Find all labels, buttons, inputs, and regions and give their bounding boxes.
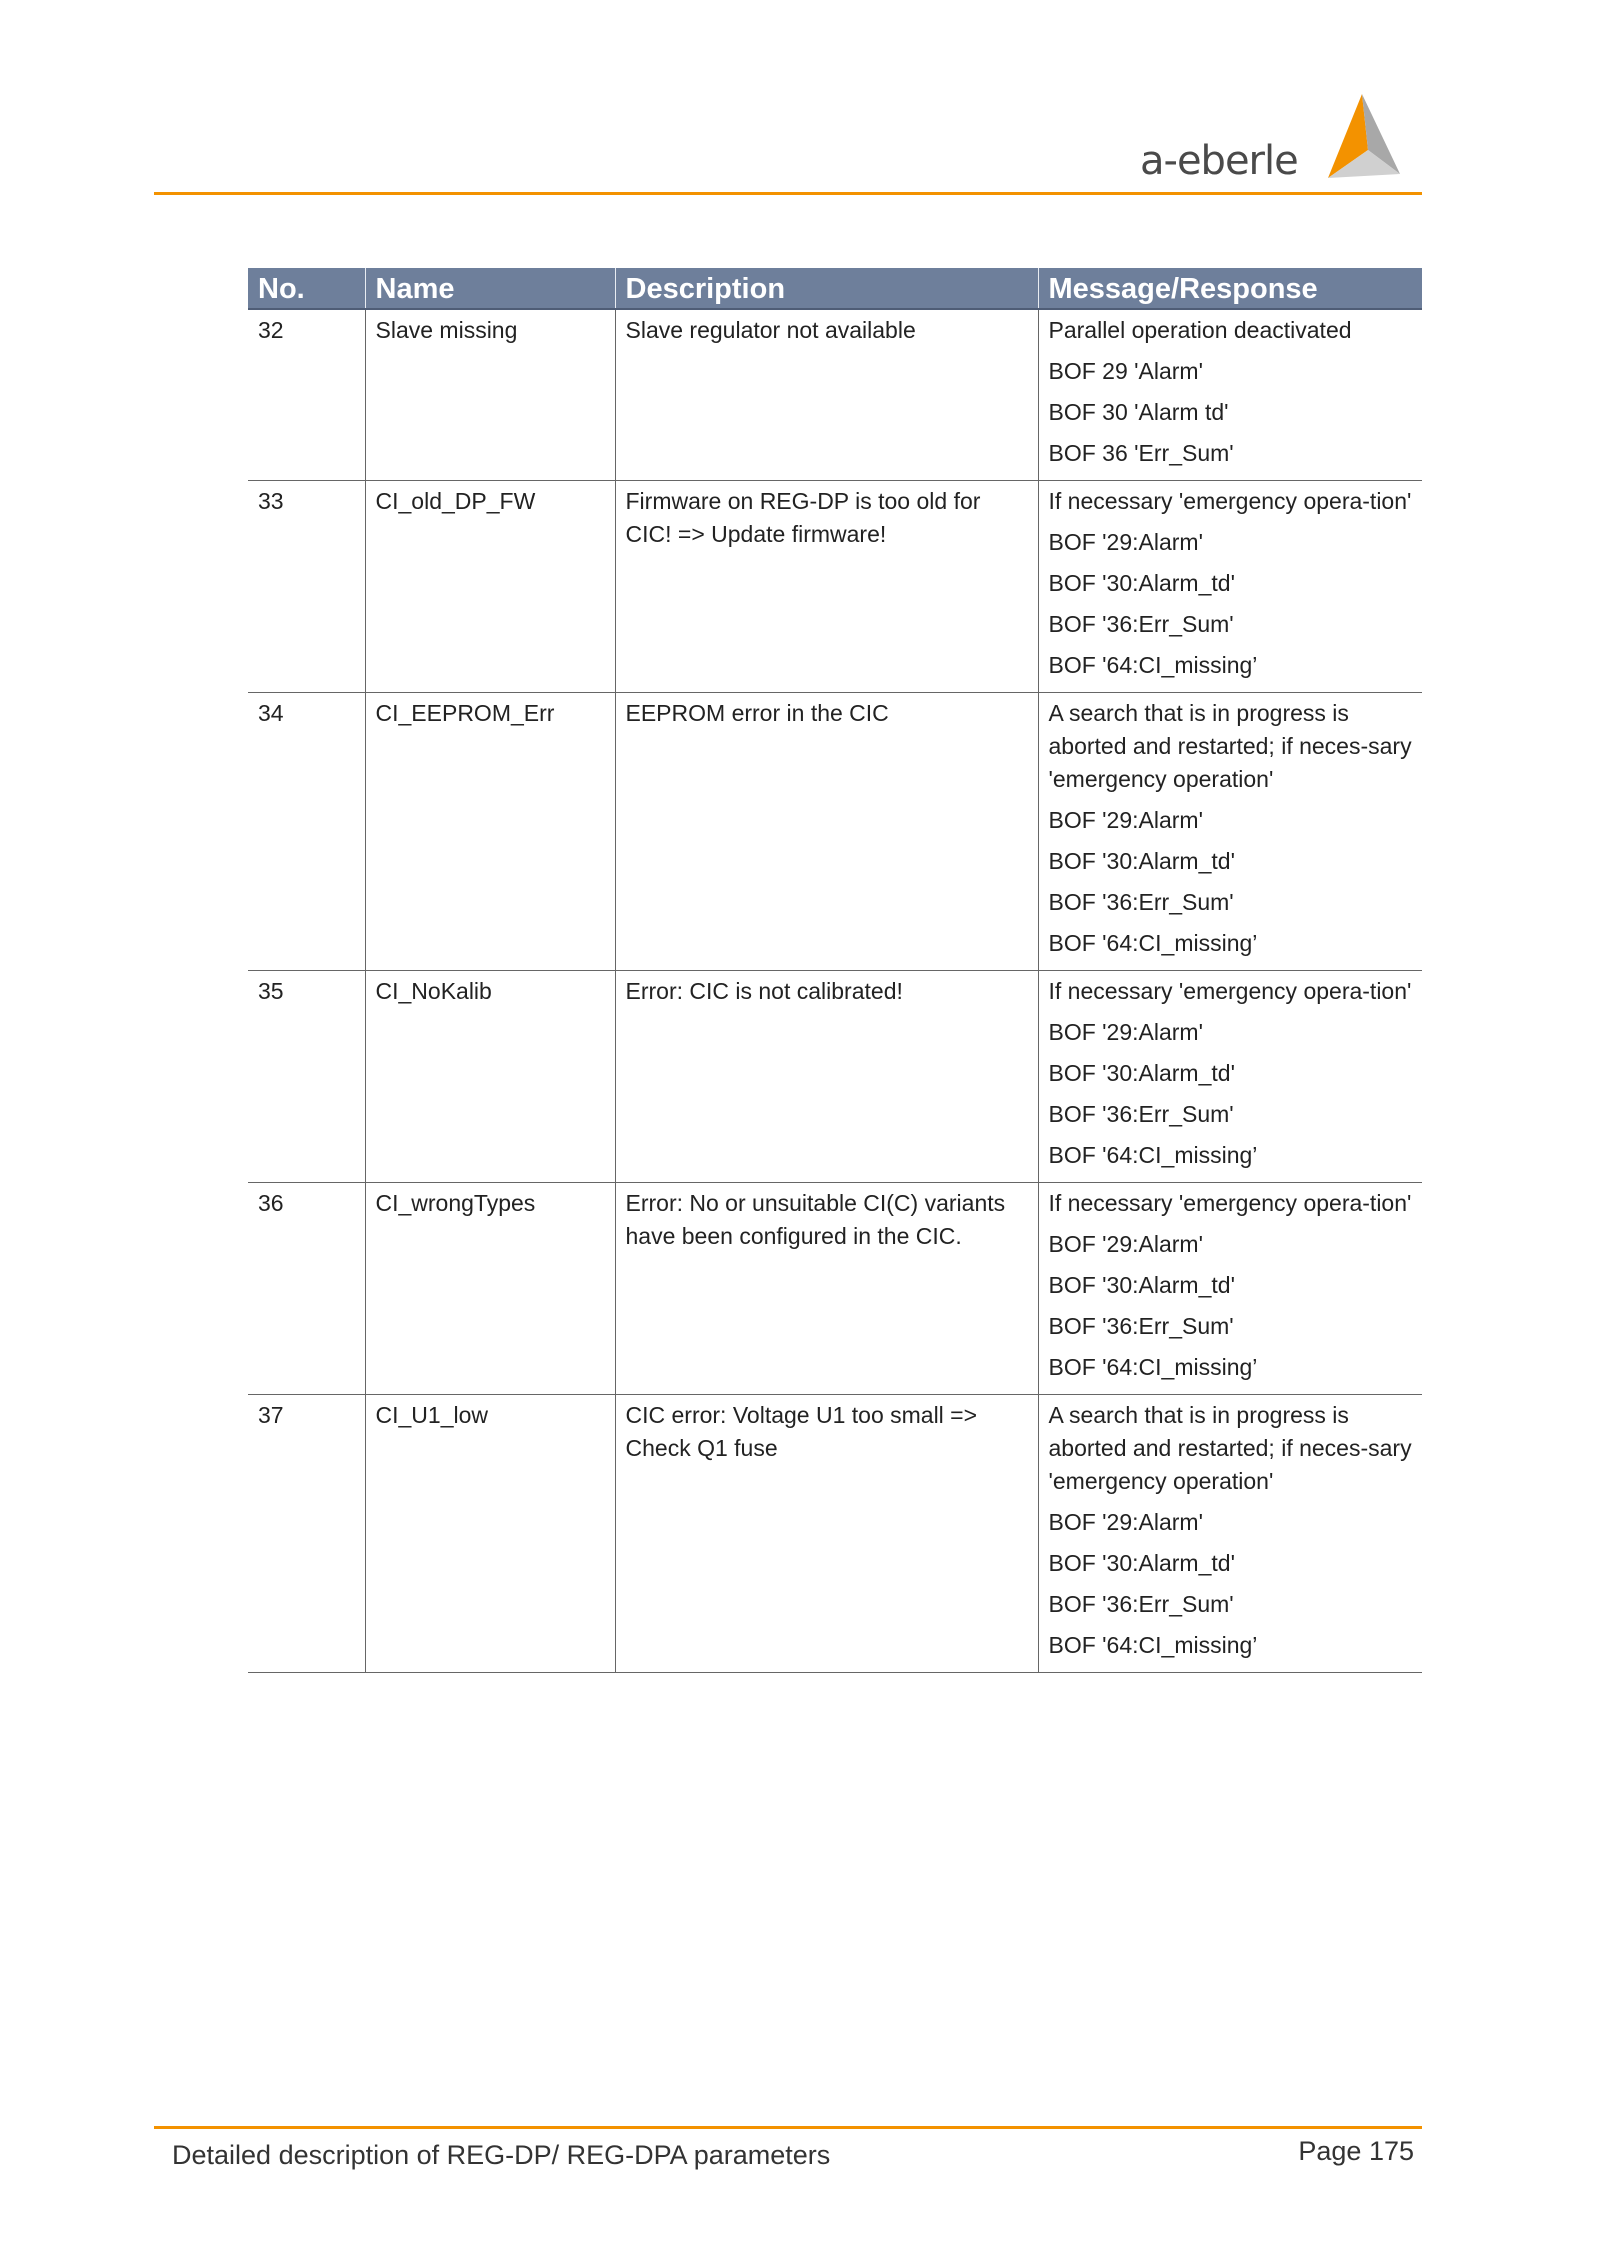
message-line: BOF 30 'Alarm td' — [1048, 399, 1229, 425]
message-line: BOF 36 'Err_Sum' — [1048, 440, 1234, 466]
message-line: BOF '30:Alarm_td' — [1048, 1272, 1235, 1298]
cell-description: Slave regulator not available — [615, 309, 1038, 481]
cell-no: 35 — [248, 971, 365, 1183]
message-line: BOF '29:Alarm' — [1048, 1019, 1203, 1045]
table-row — [248, 1395, 1422, 1673]
message-line: BOF '64:CI_missing’ — [1048, 1632, 1258, 1658]
message-line: BOF '30:Alarm_td' — [1048, 848, 1235, 874]
table-row — [248, 693, 1422, 971]
message-line: BOF '30:Alarm_td' — [1048, 1550, 1235, 1576]
cell-name: CI_wrongTypes — [365, 1183, 615, 1395]
header-description: Description — [615, 268, 1038, 309]
message-line: BOF '30:Alarm_td' — [1048, 1060, 1235, 1086]
cell-no: 37 — [248, 1395, 365, 1673]
message-line: BOF '64:CI_missing’ — [1048, 652, 1258, 678]
message-line: BOF '64:CI_missing’ — [1048, 1354, 1258, 1380]
cell-no: 36 — [248, 1183, 365, 1395]
cell-description: EEPROM error in the CIC — [615, 693, 1038, 971]
message-line: BOF '29:Alarm' — [1048, 529, 1203, 555]
header-message-response: Message/Response — [1038, 268, 1422, 309]
message-line: BOF '36:Err_Sum' — [1048, 611, 1234, 637]
logo-text: a-eberle — [1140, 138, 1298, 184]
message-line: BOF '29:Alarm' — [1048, 1509, 1203, 1535]
message-line: BOF '36:Err_Sum' — [1048, 1101, 1234, 1127]
cell-description: CIC error: Voltage U1 too small => Check Q1 fuse — [615, 1395, 1038, 1673]
parameter-table — [248, 268, 1422, 1673]
table-header-row — [248, 268, 1422, 309]
cell-name: CI_old_DP_FW — [365, 481, 615, 693]
cell-no: 32 — [248, 309, 365, 481]
footer-document-title: Detailed description of REG-DP/ REG-DPA parameters — [172, 2140, 831, 2170]
cell-message-response — [1038, 1183, 1422, 1395]
table-row — [248, 309, 1422, 481]
cell-description: Firmware on REG-DP is too old for CIC! => Update firmware! — [615, 481, 1038, 693]
message-line: BOF '30:Alarm_td' — [1048, 570, 1235, 596]
cell-no: 33 — [248, 481, 365, 693]
message-line: Parallel operation deactivated — [1048, 317, 1352, 343]
message-line: If necessary 'emergency opera-tion' — [1048, 1190, 1412, 1216]
table-row — [248, 971, 1422, 1183]
message-line: BOF '29:Alarm' — [1048, 1231, 1203, 1257]
cell-description: Error: No or unsuitable CI(C) variants have been configured in the CIC. — [615, 1183, 1038, 1395]
logo-triangle-icon — [1308, 92, 1404, 182]
cell-name: CI_EEPROM_Err — [365, 693, 615, 971]
message-line: BOF '29:Alarm' — [1048, 807, 1203, 833]
cell-name: CI_U1_low — [365, 1395, 615, 1673]
message-line: If necessary 'emergency opera-tion' — [1048, 978, 1412, 1004]
message-line: BOF 29 'Alarm' — [1048, 358, 1203, 384]
message-line: If necessary 'emergency opera-tion' — [1048, 488, 1412, 514]
header-name: Name — [365, 268, 615, 309]
cell-message-response — [1038, 971, 1422, 1183]
cell-message-response — [1038, 309, 1422, 481]
cell-message-response — [1038, 481, 1422, 693]
cell-no: 34 — [248, 693, 365, 971]
cell-name: Slave missing — [365, 309, 615, 481]
message-line: BOF '36:Err_Sum' — [1048, 889, 1234, 915]
message-line: A search that is in progress is aborted and restarted; if neces-sary 'emergency operation' — [1048, 700, 1412, 792]
cell-message-response — [1038, 1395, 1422, 1673]
header-rule — [154, 192, 1422, 195]
table-row — [248, 481, 1422, 693]
footer-rule — [154, 2126, 1422, 2129]
message-line: BOF '36:Err_Sum' — [1048, 1313, 1234, 1339]
table-row — [248, 1183, 1422, 1395]
company-logo — [1140, 92, 1410, 187]
cell-name: CI_NoKalib — [365, 971, 615, 1183]
header-no: No. — [248, 268, 365, 309]
message-line: A search that is in progress is aborted and restarted; if neces-sary 'emergency operation' — [1048, 1402, 1412, 1494]
message-line: BOF '36:Err_Sum' — [1048, 1591, 1234, 1617]
cell-description: Error: CIC is not calibrated! — [615, 971, 1038, 1183]
message-line: BOF '64:CI_missing’ — [1048, 930, 1258, 956]
cell-message-response — [1038, 693, 1422, 971]
page-number: Page 175 — [1298, 2136, 1414, 2166]
message-line: BOF '64:CI_missing’ — [1048, 1142, 1258, 1168]
